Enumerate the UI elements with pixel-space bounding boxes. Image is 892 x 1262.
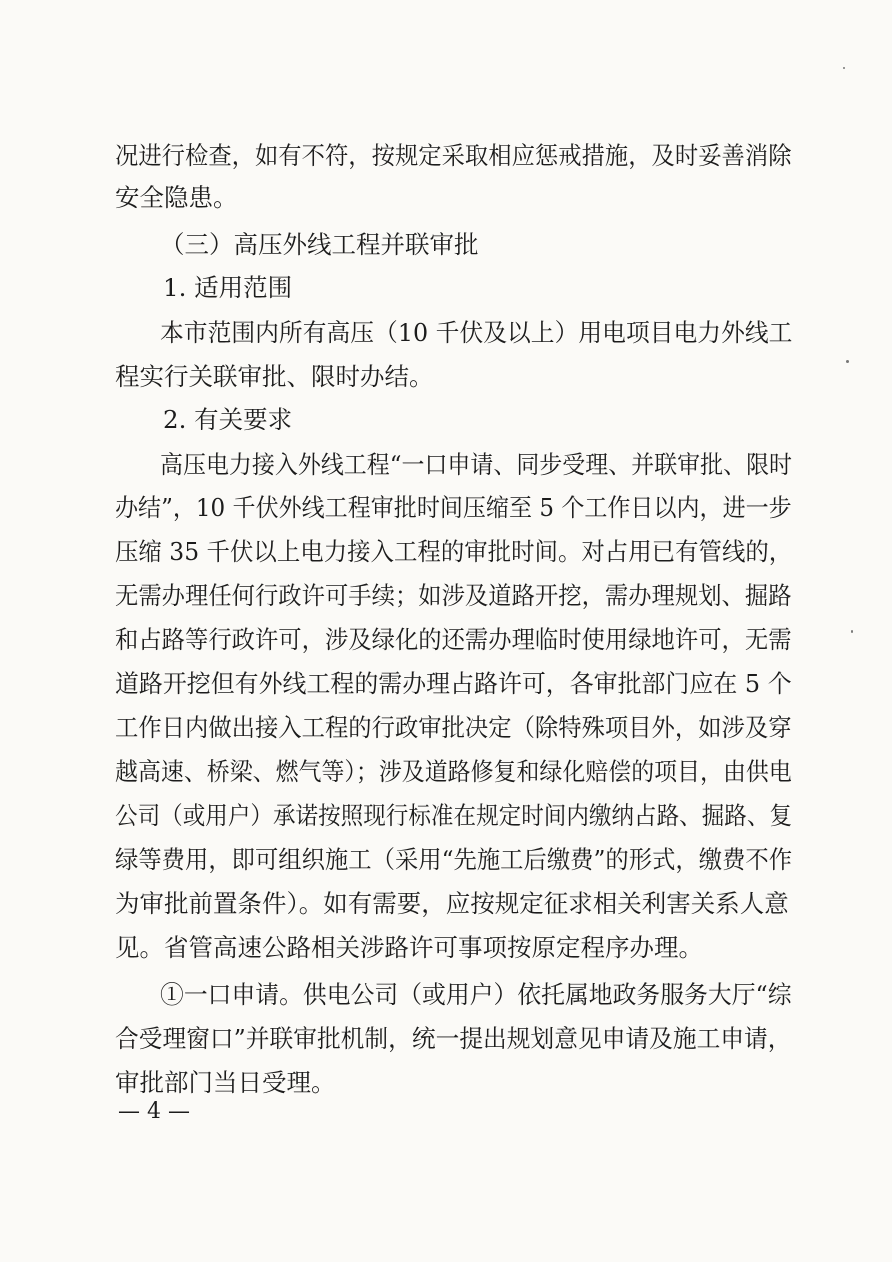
- scan-speck: [843, 67, 845, 69]
- text-line: 绿等费用，即可组织施工（采用“先施工后缴费”的形式，缴费不作: [115, 845, 793, 874]
- text-line: 合受理窗口”并联审批机制，统一提出规划意见申请及施工申请，: [115, 1024, 792, 1053]
- text-line: 为审批前置条件）。如有需要，应按规定征求相关利害关系人意: [115, 889, 789, 918]
- text-line: 审批部门当日受理。: [115, 1068, 336, 1097]
- subheading: 1. 适用范围: [163, 273, 293, 302]
- text-line: ①一口申请。供电公司（或用户）依托属地政务服务大厅“综: [160, 980, 792, 1009]
- subheading: 2. 有关要求: [163, 405, 293, 434]
- page-number: — 4 —: [118, 1099, 190, 1124]
- text-line: 况进行检查，如有不符，按规定采取相应惩戒措施，及时妥善消除: [115, 141, 792, 170]
- text-line: 高压电力接入外线工程“一口申请、同步受理、并联审批、限时: [160, 450, 793, 479]
- text-line: 压缩 35 千伏以上电力接入工程的审批时间。对占用已有管线的，: [115, 537, 793, 566]
- text-line: 安全隐患。: [115, 183, 238, 212]
- scan-speck: [851, 630, 853, 633]
- text-line: 程实行关联审批、限时办结。: [115, 362, 434, 391]
- text-line: 工作日内做出接入工程的行政审批决定（除特殊项目外，如涉及穿: [115, 713, 792, 742]
- text-line: 越高速、桥梁、燃气等）；涉及道路修复和绿化赔偿的项目，由供电: [115, 757, 792, 786]
- text-line: 公司（或用户）承诺按照现行标准在规定时间内缴纳占路、掘路、复: [115, 801, 793, 830]
- text-line: 和占路等行政许可，涉及绿化的还需办理临时使用绿地许可，无需: [115, 625, 792, 654]
- text-line: 本市范围内所有高压（10 千伏及以上）用电项目电力外线工: [160, 318, 793, 347]
- text-line: 无需办理任何行政许可手续；如涉及道路开挖，需办理规划、掘路: [115, 581, 792, 610]
- text-line: 道路开挖但有外线工程的需办理占路许可，各审批部门应在 5 个: [115, 669, 792, 698]
- text-line: 见。省管高速公路相关涉路许可事项按原定程序办理。: [115, 933, 703, 962]
- text-line: 办结”，10 千伏外线工程审批时间压缩至 5 个工作日以内，进一步: [115, 493, 792, 522]
- section-heading: （三）高压外线工程并联审批: [160, 230, 479, 259]
- scan-speck: [846, 360, 849, 363]
